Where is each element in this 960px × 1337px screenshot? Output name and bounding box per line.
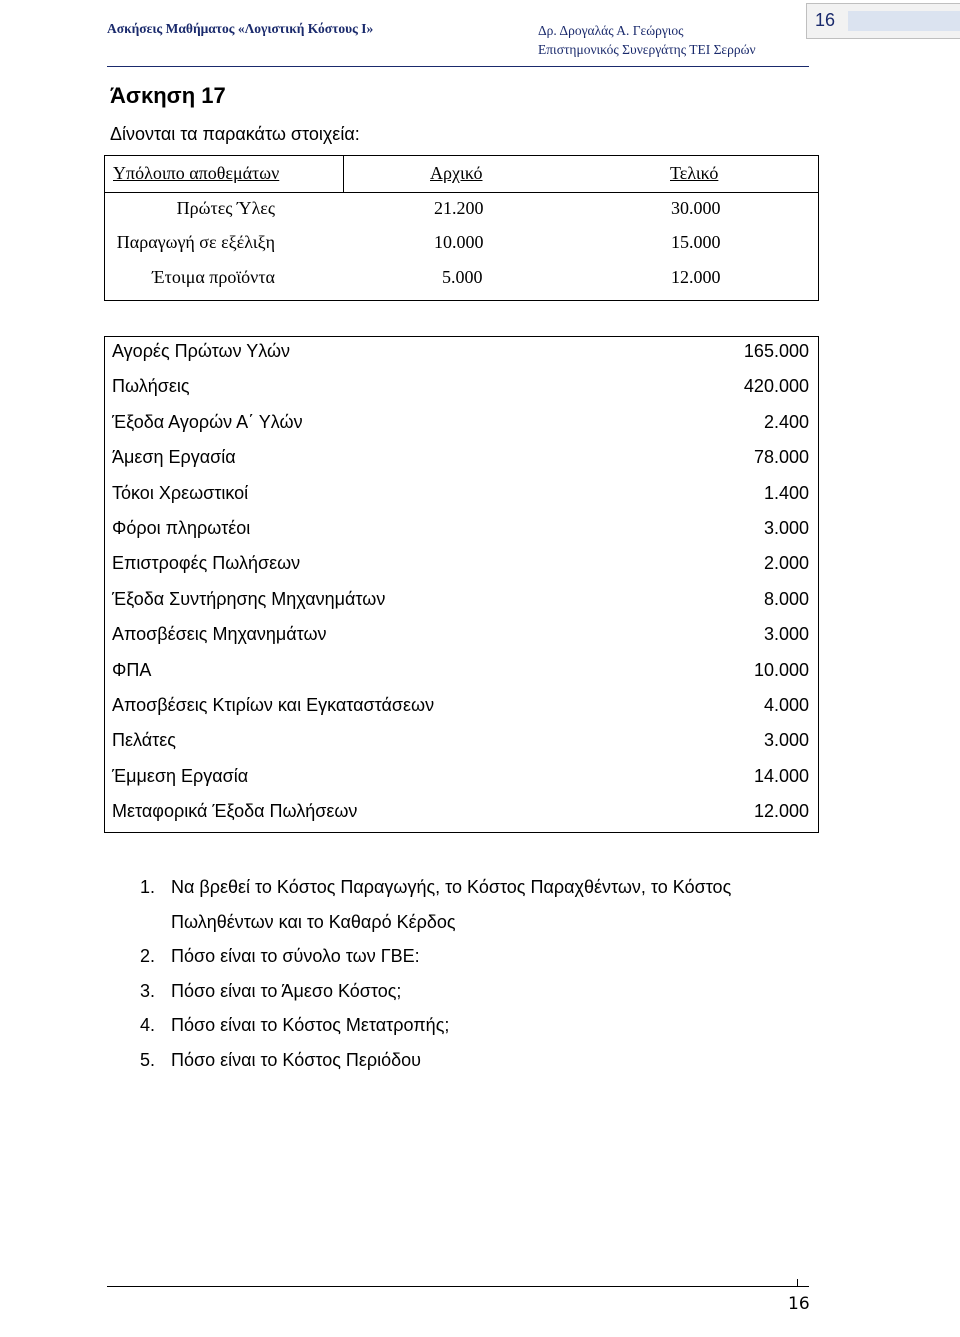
question-number: 3. — [140, 980, 156, 1001]
row-initial-finished-goods: 5.000 — [442, 267, 483, 287]
account-value: 165.000 — [743, 341, 809, 361]
exercise-title: Άσκηση 17 — [110, 83, 226, 108]
row-label-raw-materials: Πρώτες Ύλες — [176, 198, 275, 218]
question-number: 2. — [140, 946, 156, 966]
table-row — [105, 585, 818, 620]
question-text: Πόσο είναι το Κόστος Μετατροπής; — [171, 1015, 450, 1035]
question-text: Πόσο είναι το σύνολο των ΓΒΕ: — [171, 946, 420, 966]
table-row — [105, 372, 818, 407]
account-value: 8.000 — [763, 588, 809, 609]
row-final-raw-materials: 30.000 — [671, 198, 721, 218]
account-value: 12.000 — [753, 801, 809, 822]
account-value: 3.000 — [763, 730, 809, 751]
row-initial-raw-materials: 21.200 — [434, 198, 484, 218]
question-number: 5. — [140, 1049, 156, 1070]
account-label: Επιστροφές Πωλήσεων — [112, 553, 301, 574]
accounts-table — [104, 336, 819, 833]
account-label: Έξοδα Αγορών Α΄ Υλών — [112, 411, 303, 432]
table-row — [105, 514, 818, 549]
header-author: Δρ. Δρογαλάς Α. Γεώργιος — [538, 23, 684, 38]
header-final: Τελικό — [670, 163, 719, 183]
table-row — [105, 549, 818, 584]
account-label: Πελάτες — [112, 730, 176, 751]
question-text: Πόσο είναι το Κόστος Περιόδου — [171, 1049, 422, 1070]
row-final-finished-goods: 12.000 — [671, 267, 721, 287]
account-label: Άμεση Εργασία — [112, 447, 236, 468]
header-author-block — [538, 21, 756, 59]
table-row — [105, 479, 818, 514]
table-row — [105, 408, 818, 443]
row-label-work-in-progress: Παραγωγή σε εξέλιξη — [116, 232, 275, 252]
header-course-title: Ασκήσεις Μαθήματος «Λογιστική Κόστους Ι» — [107, 21, 374, 36]
table-row — [105, 656, 818, 691]
account-value: 3.000 — [763, 518, 809, 538]
table-row — [105, 443, 818, 478]
table-row — [105, 691, 818, 726]
question-item — [140, 870, 800, 939]
account-label: ΦΠΑ — [112, 659, 152, 680]
footer-rule — [107, 1286, 809, 1287]
table-column-divider — [343, 156, 344, 193]
header-affiliation: Επιστημονικός Συνεργάτης ΤΕΙ Σερρών — [538, 42, 756, 57]
page-number-tab-strip — [848, 11, 960, 31]
account-label: Αποσβέσεις Μηχανημάτων — [112, 624, 327, 645]
footer-tick — [797, 1279, 798, 1287]
account-value: 4.000 — [763, 695, 809, 715]
questions-list — [140, 870, 800, 1077]
account-label: Έμμεση Εργασία — [112, 765, 249, 786]
row-final-work-in-progress: 15.000 — [671, 232, 721, 252]
header-rule — [107, 66, 809, 67]
page-number-tab-label: 16 — [815, 10, 836, 30]
question-item — [140, 1008, 800, 1043]
question-item — [140, 1043, 800, 1078]
account-value: 2.000 — [763, 553, 809, 574]
row-initial-work-in-progress: 10.000 — [434, 232, 484, 252]
header-initial: Αρχικό — [430, 163, 483, 183]
table-row — [105, 620, 818, 655]
account-value: 3.000 — [763, 624, 809, 645]
row-label-finished-goods: Έτοιμα προϊόντα — [152, 267, 275, 287]
account-value: 78.000 — [753, 447, 809, 468]
account-value: 1.400 — [763, 482, 809, 503]
table-row — [105, 797, 818, 832]
account-value: 14.000 — [753, 765, 809, 786]
account-label: Πωλήσεις — [112, 376, 190, 397]
table-row — [105, 726, 818, 761]
account-label: Μεταφορικά Έξοδα Πωλήσεων — [112, 801, 358, 822]
inventory-table — [104, 155, 819, 301]
exercise-intro: Δίνονται τα παρακάτω στοιχεία: — [110, 124, 360, 144]
account-label: Αγορές Πρώτων Υλών — [112, 341, 291, 361]
account-label: Έξοδα Συντήρησης Μηχανημάτων — [112, 588, 386, 609]
footer-page-number: 16 — [788, 1294, 810, 1314]
account-value: 10.000 — [753, 659, 809, 680]
header-inventory-balance: Υπόλοιπο αποθεμάτων — [113, 163, 280, 183]
table-row — [105, 337, 818, 372]
table-row — [105, 762, 818, 797]
account-value: 2.400 — [763, 411, 809, 432]
question-text: Να βρεθεί το Κόστος Παραγωγής, το Κόστος Παραχθέντων, το Κόστος Πωληθέντων και το Καθαρό Κέρδος — [171, 877, 732, 932]
question-number: 4. — [140, 1015, 156, 1035]
question-item — [140, 939, 800, 974]
table-divider — [105, 192, 818, 193]
question-text: Πόσο είναι το Άμεσο Κόστος; — [171, 980, 402, 1001]
account-label: Αποσβέσεις Κτιρίων και Εγκαταστάσεων — [112, 695, 435, 715]
account-label: Τόκοι Χρεωστικοί — [112, 482, 249, 503]
account-label: Φόροι πληρωτέοι — [112, 518, 251, 538]
question-number: 1. — [140, 877, 156, 897]
account-value: 420.000 — [743, 376, 809, 397]
question-item — [140, 974, 800, 1009]
